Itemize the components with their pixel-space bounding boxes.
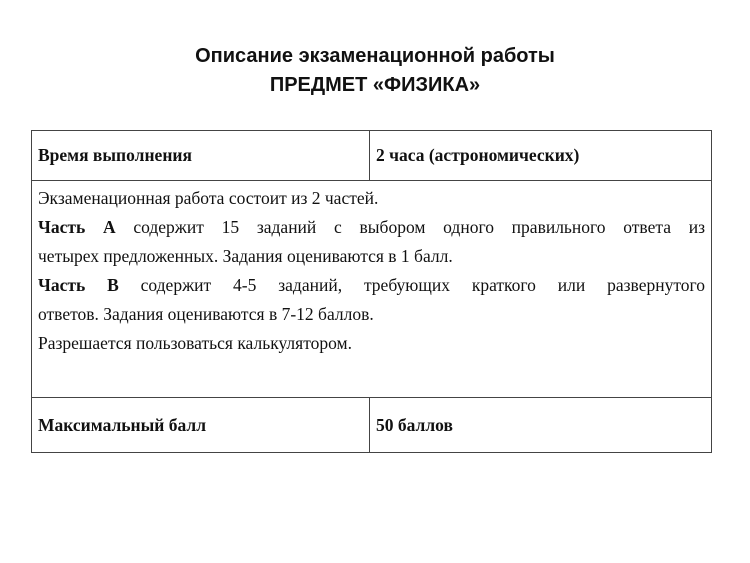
- part-b-line-1: [38, 271, 705, 300]
- part-b-line-2: ответов. Задания оцениваются в 7-12 баллов.: [38, 304, 374, 324]
- document-title: [0, 42, 750, 100]
- description-intro: Экзаменационная работа состоит из 2 частей.: [38, 188, 379, 208]
- max-score-label-cell: Максимальный балл: [32, 398, 370, 453]
- description-row: [32, 181, 712, 398]
- part-b-name: Часть В: [38, 275, 119, 295]
- time-row: [32, 131, 712, 181]
- part-a-line-2: четырех предложенных. Задания оцениваются в 1 балл.: [38, 246, 453, 266]
- title-line-1: Описание экзаменационной работы: [195, 45, 555, 67]
- part-a-text: содержит 15 заданий с выбором одного правильного ответа из: [115, 217, 705, 237]
- max-score-value-cell: 50 баллов: [370, 398, 712, 453]
- part-a-name: Часть А: [38, 217, 116, 237]
- part-a-line-1: [38, 213, 705, 242]
- time-value-cell: 2 часа (астрономических): [370, 131, 712, 181]
- part-b-text: содержит 4-5 заданий, требующих краткого или развернутого: [118, 275, 705, 295]
- max-score-row: [32, 398, 712, 453]
- exam-description-table: [31, 130, 712, 453]
- title-line-2: ПРЕДМЕТ «ФИЗИКА»: [269, 74, 481, 96]
- time-label-cell: Время выполнения: [32, 131, 370, 181]
- calculator-note: Разрешается пользоваться калькулятором.: [38, 333, 352, 353]
- description-cell: [32, 181, 712, 398]
